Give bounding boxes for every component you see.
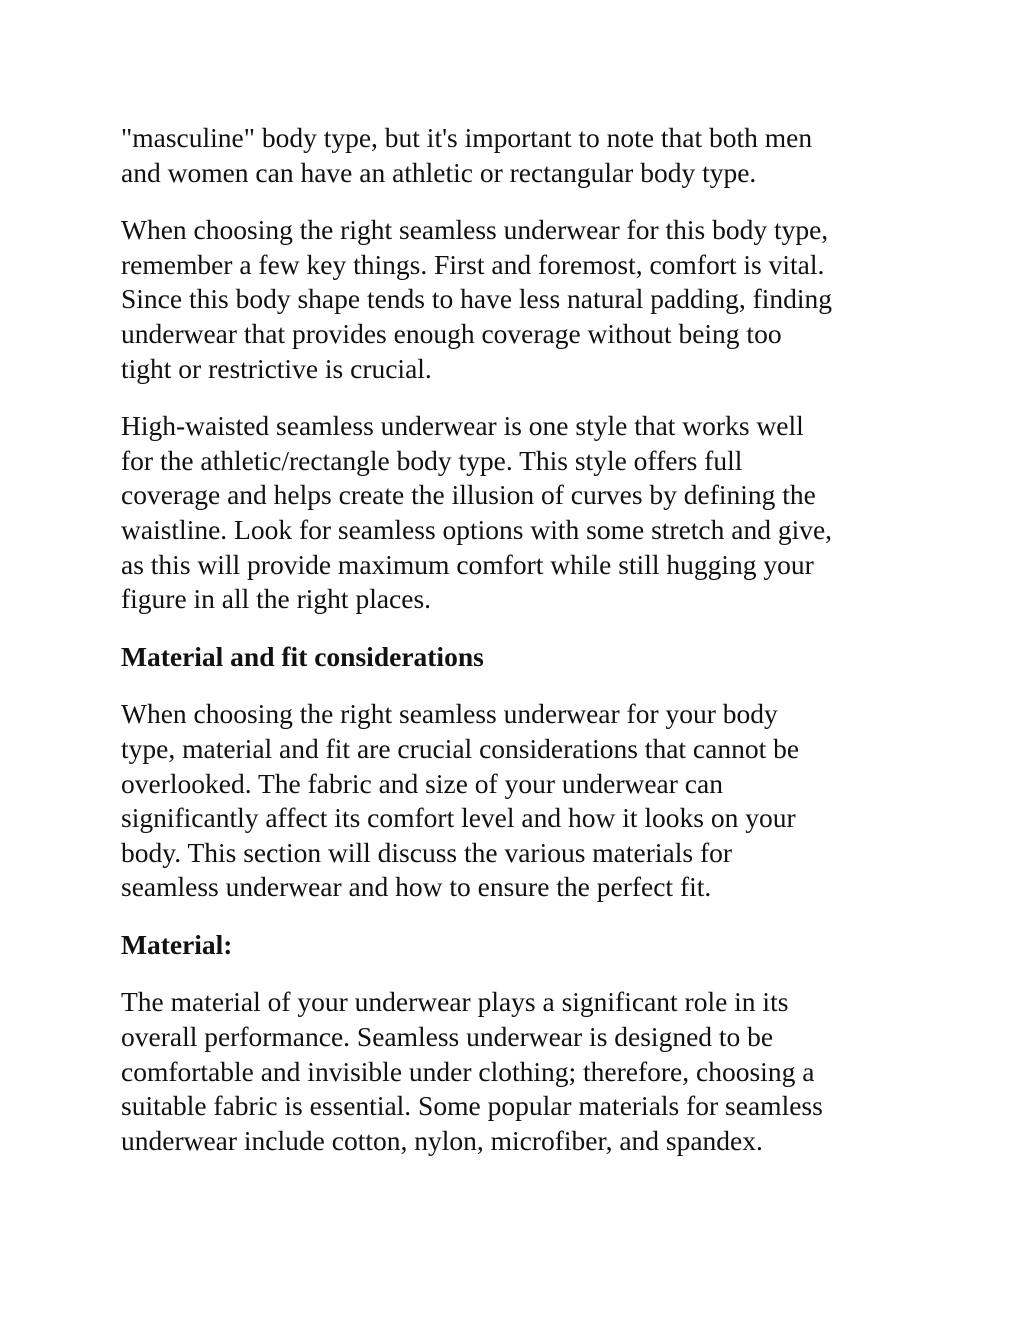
text-line: underwear include cotton, nylon, microfiber, and spandex.: [121, 1124, 763, 1156]
text-line: overlooked. The fabric and size of your underwear can: [121, 767, 723, 799]
text-line: underwear that provides enough coverage without being too: [121, 317, 782, 349]
text-line: Since this body shape tends to have less natural padding, finding: [121, 283, 833, 315]
paragraph-intro-continued: [121, 121, 911, 190]
text-line: "masculine" body type, but it's important to note that both men: [121, 122, 813, 153]
text-line: significantly affect its comfort level and how it looks on your: [121, 802, 796, 834]
text-line: body. This section will discuss the various materials for: [121, 836, 733, 868]
text-line: waistline. Look for seamless options with some stretch and give,: [121, 513, 833, 545]
text-line: remember a few key things. First and foremost, comfort is vital.: [121, 248, 825, 280]
paragraph-material: [121, 985, 911, 1158]
text-line: seamless underwear and how to ensure the perfect fit.: [121, 871, 712, 903]
document-page: [121, 121, 911, 1181]
text-line: figure in all the right places.: [121, 583, 432, 615]
text-line: for the athletic/rectangle body type. This style offers full: [121, 444, 743, 476]
paragraph-material-and-fit: [121, 697, 911, 905]
text-line: and women can have an athletic or rectangular body type.: [121, 156, 757, 188]
text-line: type, material and fit are crucial considerations that cannot be: [121, 732, 800, 764]
paragraph-high-waisted: [121, 409, 911, 617]
paragraph-choosing-underwear: [121, 213, 911, 386]
text-line: comfortable and invisible under clothing; therefore, choosing a: [121, 1055, 815, 1087]
text-line: suitable fabric is essential. Some popular materials for seamless: [121, 1090, 823, 1122]
text-line: coverage and helps create the illusion of curves by defining the: [121, 479, 816, 511]
text-line: The material of your underwear plays a significant role in its: [121, 986, 789, 1018]
text-line: tight or restrictive is crucial.: [121, 352, 432, 384]
heading-text: Material:: [121, 928, 233, 960]
heading-material-and-fit: [121, 640, 911, 675]
heading-text: Material and fit considerations: [121, 640, 484, 672]
heading-material: [121, 928, 911, 963]
text-line: overall performance. Seamless underwear is designed to be: [121, 1021, 774, 1053]
text-line: When choosing the right seamless underwear for this body type,: [121, 214, 829, 246]
text-line: High-waisted seamless underwear is one style that works well: [121, 410, 804, 442]
text-line: as this will provide maximum comfort while still hugging your: [121, 548, 814, 580]
text-line: When choosing the right seamless underwear for your body: [121, 698, 778, 730]
